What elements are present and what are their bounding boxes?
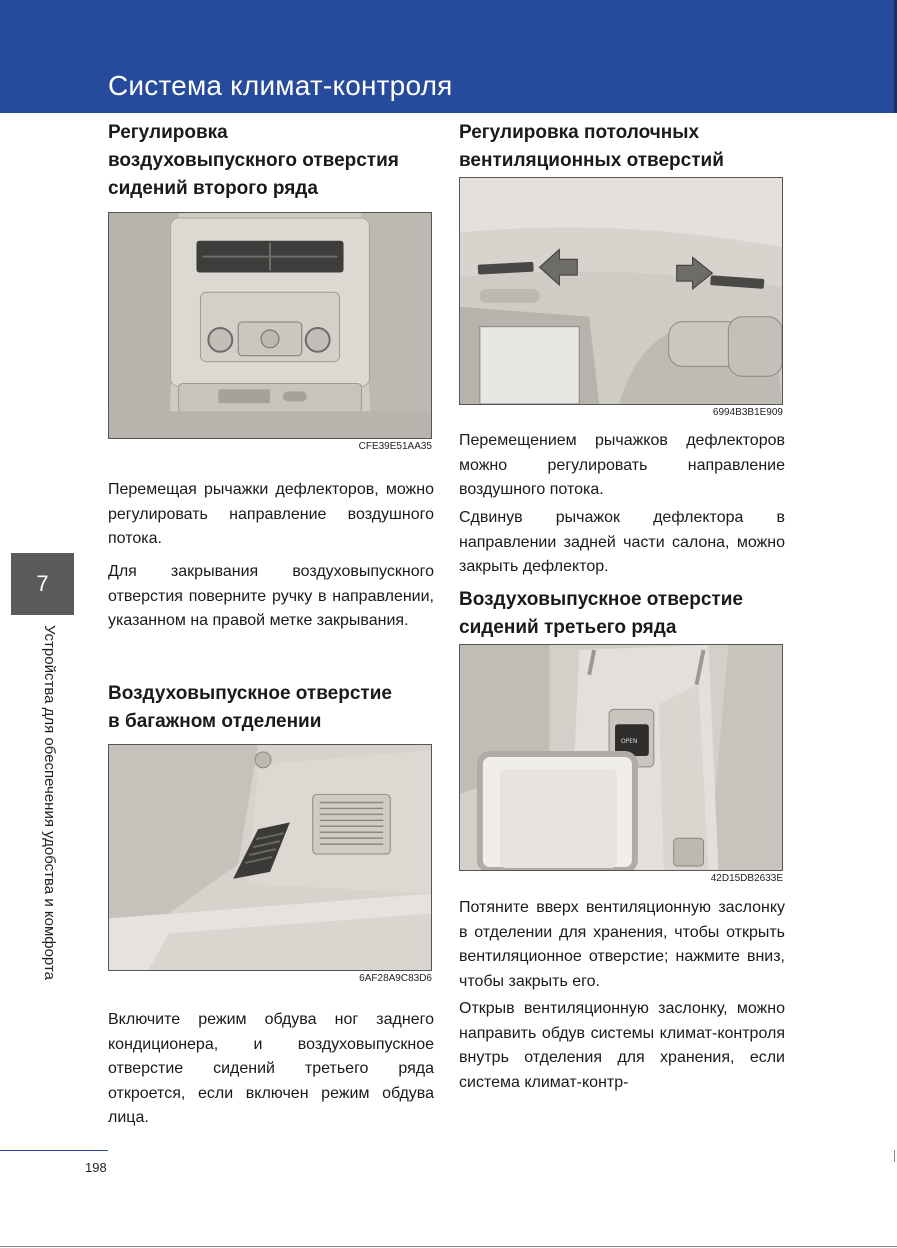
image-code: 6994B3B1E909: [712, 407, 783, 418]
photo-second-row-vent: [108, 212, 432, 439]
image-code: 6AF28A9C83D6: [359, 973, 432, 984]
paragraph: Перемещая рычажки дефлекторов, можно регулировать направление воздушного потока.: [108, 481, 434, 547]
image-code: CFE39E51AA35: [358, 441, 432, 452]
heading-line: Воздуховыпускное отверстие: [459, 589, 743, 610]
heading-line: сидений второго ряда: [108, 178, 318, 199]
open-label: OPEN: [621, 738, 638, 746]
section-heading-ceiling-vents: [459, 119, 789, 175]
heading-line: Регулировка потолочных: [459, 122, 700, 143]
heading-line: Регулировка: [108, 122, 228, 143]
bottom-rule: [0, 1246, 897, 1247]
section-heading-second-row: [108, 119, 438, 203]
footer-rule: [0, 1150, 108, 1151]
photo-third-row-vent: [459, 644, 783, 871]
crop-mark: [894, 1150, 895, 1162]
photo-trunk-vent: [108, 744, 432, 971]
paragraph: Перемещением рычажков дефлекторов можно регулировать направление воздушного потока.: [459, 432, 785, 498]
section-heading-trunk-vent: [108, 680, 438, 736]
heading-line: вентиляционных отверстий: [459, 150, 724, 171]
section-heading-third-row: [459, 586, 789, 642]
heading-line: воздуховыпускного отверстия: [108, 150, 399, 171]
heading-line: в багажном отделении: [108, 711, 322, 732]
photo-ceiling-vents: [459, 177, 783, 405]
chapter-title-vertical: [42, 625, 62, 1015]
chapter-tab: 7: [11, 553, 74, 615]
paragraph: Потяните вверх вентиляционную заслонку в отделении для хранения, чтобы открыть вентиляционное отверстие; нажмите вниз, чтобы закрыть его.: [459, 899, 785, 990]
paragraph: Сдвинув рычажок дефлектора в направлении задней части салона, можно закрыть дефлектор.: [459, 509, 785, 575]
image-code: 42D15DB2633E: [710, 873, 783, 884]
page-number: 198: [85, 1160, 107, 1175]
heading-line: Воздуховыпускное отверстие: [108, 683, 392, 704]
paragraph: Включите режим обдува ног заднего кондиционера, и воздуховыпускное отверстие сидений третьего ряда откроется, если включен режим обдува лица.: [108, 1011, 434, 1126]
page-title: Система климат-контроля: [108, 70, 453, 101]
chapter-title: Устройства для обеспечения удобства и комфорта: [41, 625, 58, 980]
paragraph: Для закрывания воздуховыпускного отверстия поверните ручку в направлении, указанном на правой метке закрывания.: [108, 563, 434, 629]
paragraph: Открыв вентиляционную заслонку, можно направить обдув системы климат-контроля внутрь отделения для хранения, если система климат-контр-: [459, 1000, 785, 1091]
heading-line: сидений третьего ряда: [459, 617, 677, 638]
